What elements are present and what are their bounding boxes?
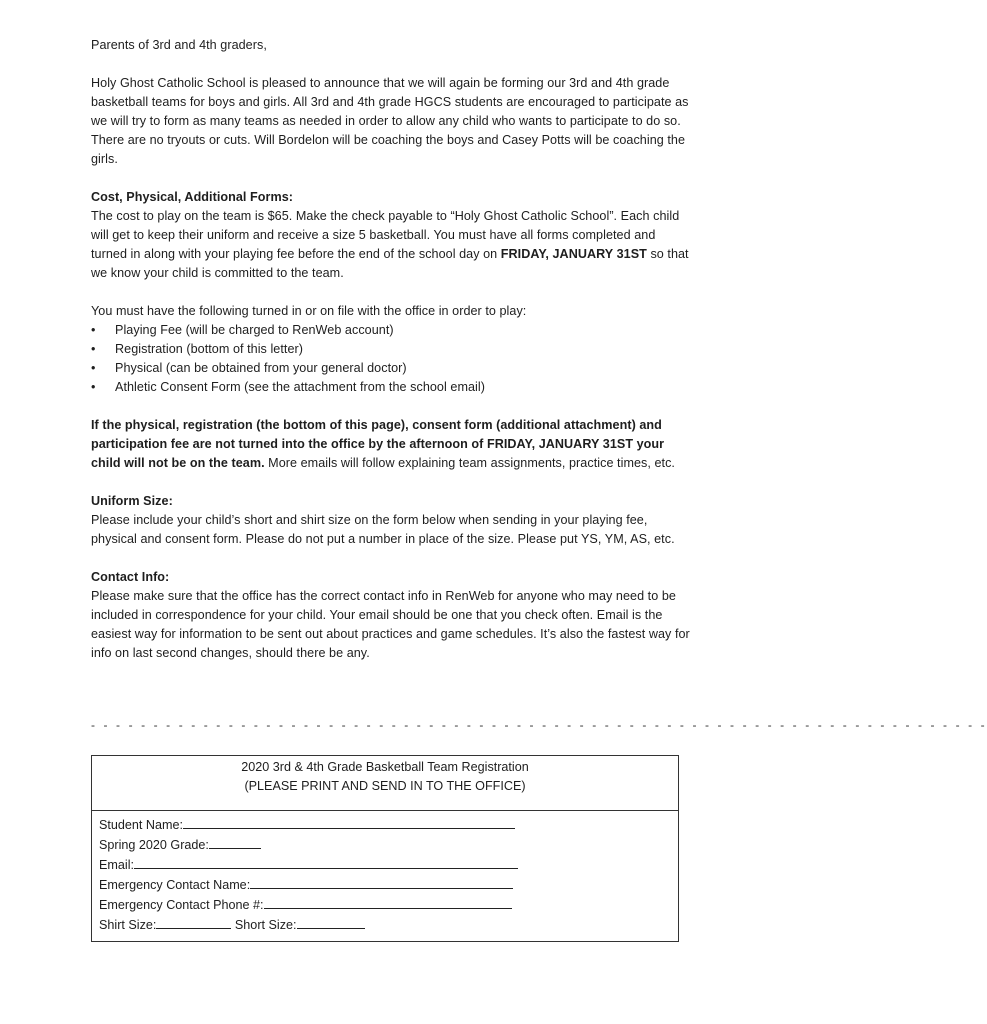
shirt-size-label: Shirt Size: [99,918,157,932]
greeting: Parents of 3rd and 4th graders, [91,38,267,52]
grade-label: Spring 2020 Grade: [99,838,209,852]
grade-field[interactable] [99,835,678,855]
short-size-label: Short Size: [234,918,297,932]
registration-fields [92,811,678,935]
student-name-blank[interactable] [183,815,515,829]
cut-line-divider: - - - - - - - - - - - - - - - - - - - - - - - - - - - - - - - - - - - - - - - - - - - - - - - - - - - - - - - - - - - - - - - - - - - - - - - - [91,718,987,732]
contact-paragraph: Please make sure that the office has the correct contact info in RenWeb for anyone who may need to be included in correspondence for your child. Your email should be one that you check often. Email is the easiest way for information to be sent out about practices and game schedules. It’s also the fastest way for info on last second changes, should there be any. [91,589,690,660]
intro-paragraph: Holy Ghost Catholic School is pleased to announce that we will again be forming our 3rd and 4th grade basketball teams for boys and girls. All 3rd and 4th grade HGCS students are encouraged to participate as we will try to form as many teams as needed in order to allow any child who wants to participate to do so. There are no tryouts or cuts. Will Bordelon will be coaching the boys and Casey Potts will be coaching the girls. [91,76,689,166]
list-item: • Athletic Consent Form (see the attachment from the school email) [91,378,691,397]
letter-body [91,36,691,663]
email-field[interactable] [99,855,678,875]
sizes-field [99,915,678,935]
warning-paragraph [91,416,691,473]
email-label: Email: [99,858,134,872]
emergency-name-label: Emergency Contact Name: [99,878,251,892]
list-item: • Playing Fee (will be charged to RenWeb account) [91,321,691,340]
registration-title: 2020 3rd & 4th Grade Basketball Team Registration [241,760,529,774]
requirements-intro: You must have the following turned in or on file with the office in order to play: [91,304,527,318]
student-name-label: Student Name: [99,818,184,832]
warning-tail: More emails will follow explaining team assignments, practice times, etc. [264,456,675,470]
cost-heading: Cost, Physical, Additional Forms: [91,190,294,204]
contact-heading: Contact Info: [91,570,170,584]
uniform-heading: Uniform Size: [91,494,173,508]
list-item: • Registration (bottom of this letter) [91,340,691,359]
shirt-size-blank[interactable] [156,915,231,929]
grade-blank[interactable] [209,835,261,849]
registration-subtitle: (PLEASE PRINT AND SEND IN TO THE OFFICE) [244,779,526,793]
requirements-list [91,321,691,397]
cost-text: The cost to play on the team is $65. Make the check payable to “Holy Ghost Catholic School”. Each child will get to keep their uniform and receive a size 5 basketball. You must have all forms completed and turned in along with your playing fee before the end of the school day on [91,209,680,261]
cost-deadline: FRIDAY, JANUARY 31ST [500,247,647,261]
registration-header [92,756,678,811]
email-blank[interactable] [134,855,518,869]
emergency-name-blank[interactable] [250,875,513,889]
emergency-name-field[interactable] [99,875,678,895]
registration-form [91,755,679,942]
list-item: • Physical (can be obtained from your general doctor) [91,359,691,378]
student-name-field[interactable] [99,815,678,835]
emergency-phone-blank[interactable] [264,895,512,909]
warning-bold: If the physical, registration (the bottom of this page), consent form (additional attachment) and participation fee are not turned into the office by the afternoon of FRIDAY, JANUARY 31ST your child will not be on the team. [91,418,665,470]
emergency-phone-field[interactable] [99,895,678,915]
emergency-phone-label: Emergency Contact Phone #: [99,898,264,912]
cost-paragraph [91,207,691,283]
uniform-paragraph: Please include your child’s short and shirt size on the form below when sending in your playing fee, physical and consent form. Please do not put a number in place of the size. Please put YS, YM, AS, etc. [91,513,675,546]
cost-tail: so that we know your child is committed to the team. [91,247,689,280]
short-size-blank[interactable] [297,915,365,929]
